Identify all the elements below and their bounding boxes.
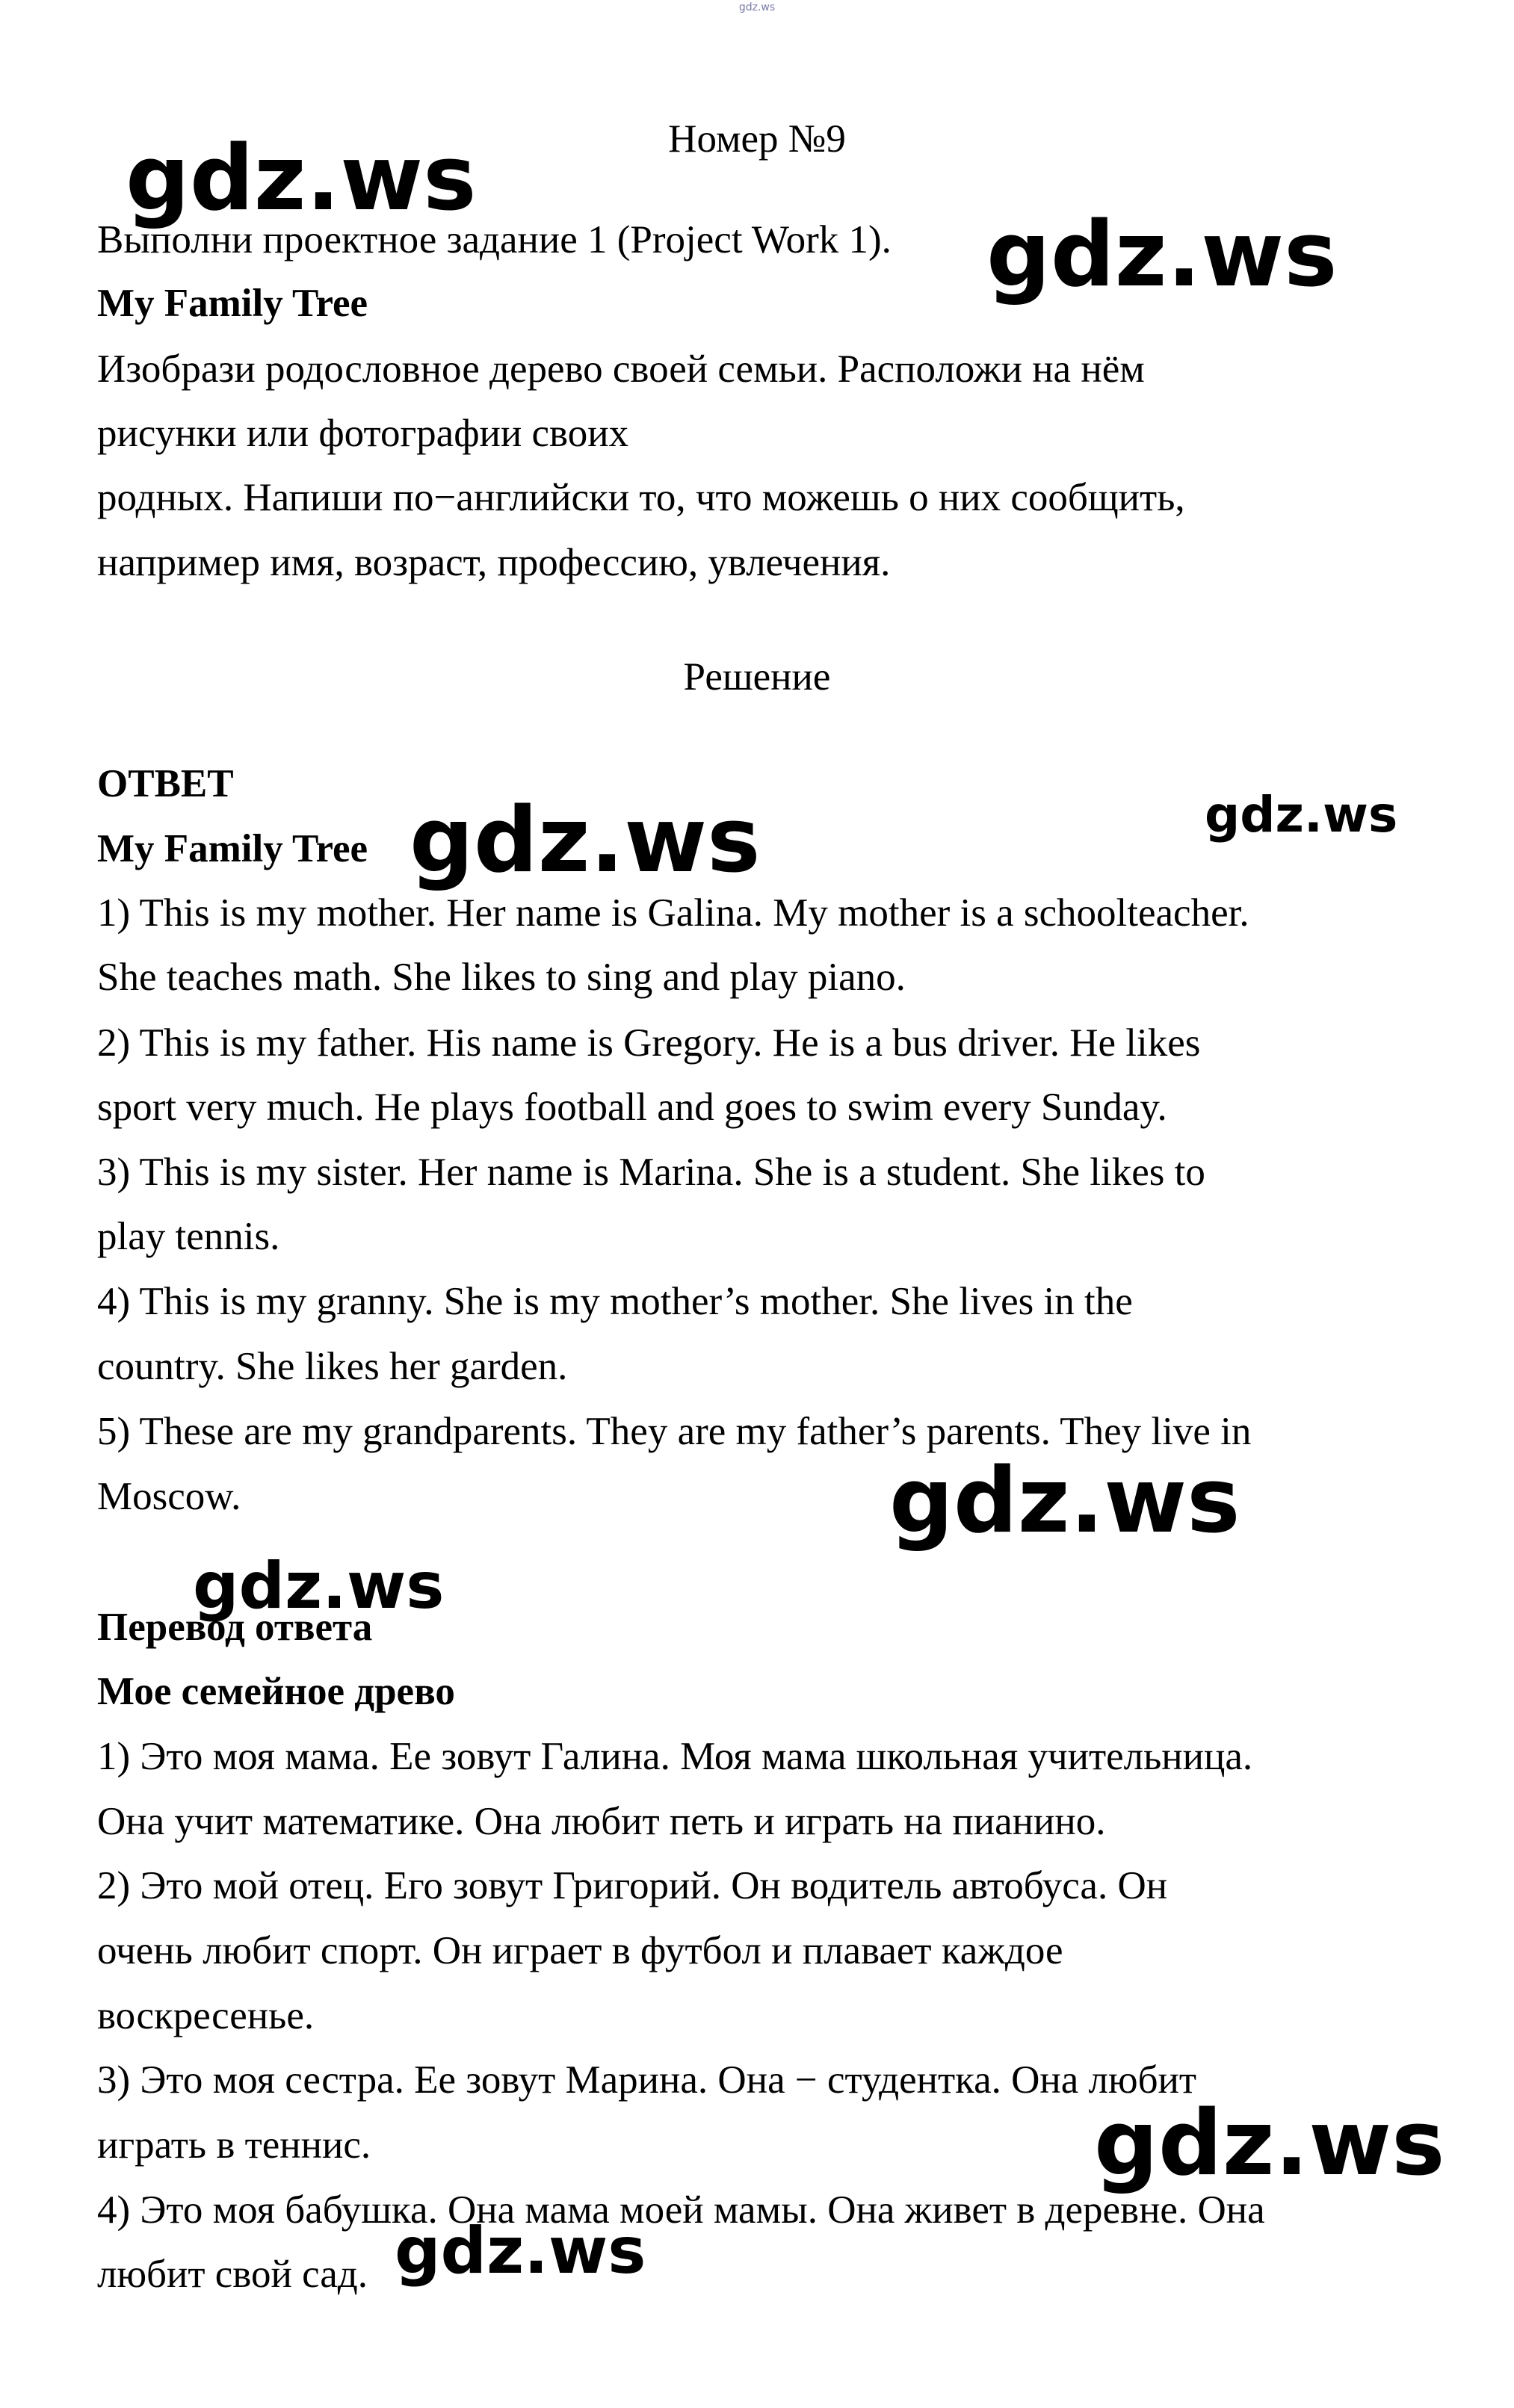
watermark-logo: gdz.ws	[1094, 2092, 1445, 2196]
watermark-logo: gdz.ws	[889, 1449, 1240, 1553]
watermark-logo: gdz.ws	[986, 203, 1338, 307]
answer-line: 3) This is my sister. Her name is Marina. She is a student. She likes to	[97, 1151, 1205, 1194]
translation-line: 1) Это моя мама. Ее зовут Галина. Моя мама школьная учительница.	[97, 1735, 1253, 1778]
answer-line: country. She likes her garden.	[97, 1345, 568, 1388]
answer-line: sport very much. He plays football and goes to swim every Sunday.	[97, 1086, 1167, 1129]
answer-line: She teaches math. She likes to sing and play piano.	[97, 956, 906, 999]
translation-line: любит свой сад.	[97, 2253, 368, 2296]
project-title: My Family Tree	[97, 282, 368, 325]
translation-line: Она учит математике. Она любит петь и играть на пианино.	[97, 1800, 1106, 1843]
answer-line: Moscow.	[97, 1475, 241, 1518]
task-instruction: Выполни проектное задание 1 (Project Work 1).	[97, 218, 892, 261]
translation-label: Перевод ответа	[97, 1606, 373, 1649]
translation-line: 3) Это моя сестра. Ее зовут Марина. Она − студентка. Она любит	[97, 2058, 1197, 2102]
answer-line: 2) This is my father. His name is Gregory. He is a bus driver. He likes	[97, 1021, 1201, 1065]
translation-line: воскресенье.	[97, 1994, 315, 2037]
task-description-line: например имя, возраст, профессию, увлечения.	[97, 541, 891, 584]
task-description-line: рисунки или фотографии своих	[97, 412, 629, 455]
watermark-tiny: gdz.ws	[738, 1, 776, 13]
task-description-line: родных. Напиши по−английски то, что можешь о них сообщить,	[97, 476, 1185, 519]
answer-label: ОТВЕТ	[97, 762, 234, 805]
watermark-logo: gdz.ws	[126, 127, 477, 231]
answer-title: My Family Tree	[97, 827, 368, 870]
watermark-logo: gdz.ws	[410, 789, 761, 893]
task-description-line: Изобрази родословное дерево своей семьи. Расположи на нём	[97, 347, 1145, 391]
page-title: Номер №9	[668, 117, 846, 161]
answer-line: 5) These are my grandparents. They are my father’s parents. They live in	[97, 1410, 1252, 1453]
translation-line: очень любит спорт. Он играет в футбол и плавает каждое	[97, 1929, 1063, 1972]
translation-title: Мое семейное древо	[97, 1670, 455, 1713]
answer-line: play tennis.	[97, 1215, 280, 1258]
watermark-logo: gdz.ws	[193, 1549, 445, 1624]
answer-line: 1) This is my mother. Her name is Galina. My mother is a schoolteacher.	[97, 891, 1249, 935]
watermark-logo: gdz.ws	[395, 2214, 646, 2288]
translation-line: играть в теннис.	[97, 2123, 371, 2167]
translation-line: 2) Это мой отец. Его зовут Григорий. Он водитель автобуса. Он	[97, 1864, 1168, 1907]
answer-line: 4) This is my granny. She is my mother’s mother. She lives in the	[97, 1280, 1133, 1323]
solution-heading: Решение	[683, 655, 831, 699]
translation-line: 4) Это моя бабушка. Она мама моей мамы. Она живет в деревне. Она	[97, 2188, 1265, 2232]
watermark-logo: gdz.ws	[1205, 786, 1398, 844]
